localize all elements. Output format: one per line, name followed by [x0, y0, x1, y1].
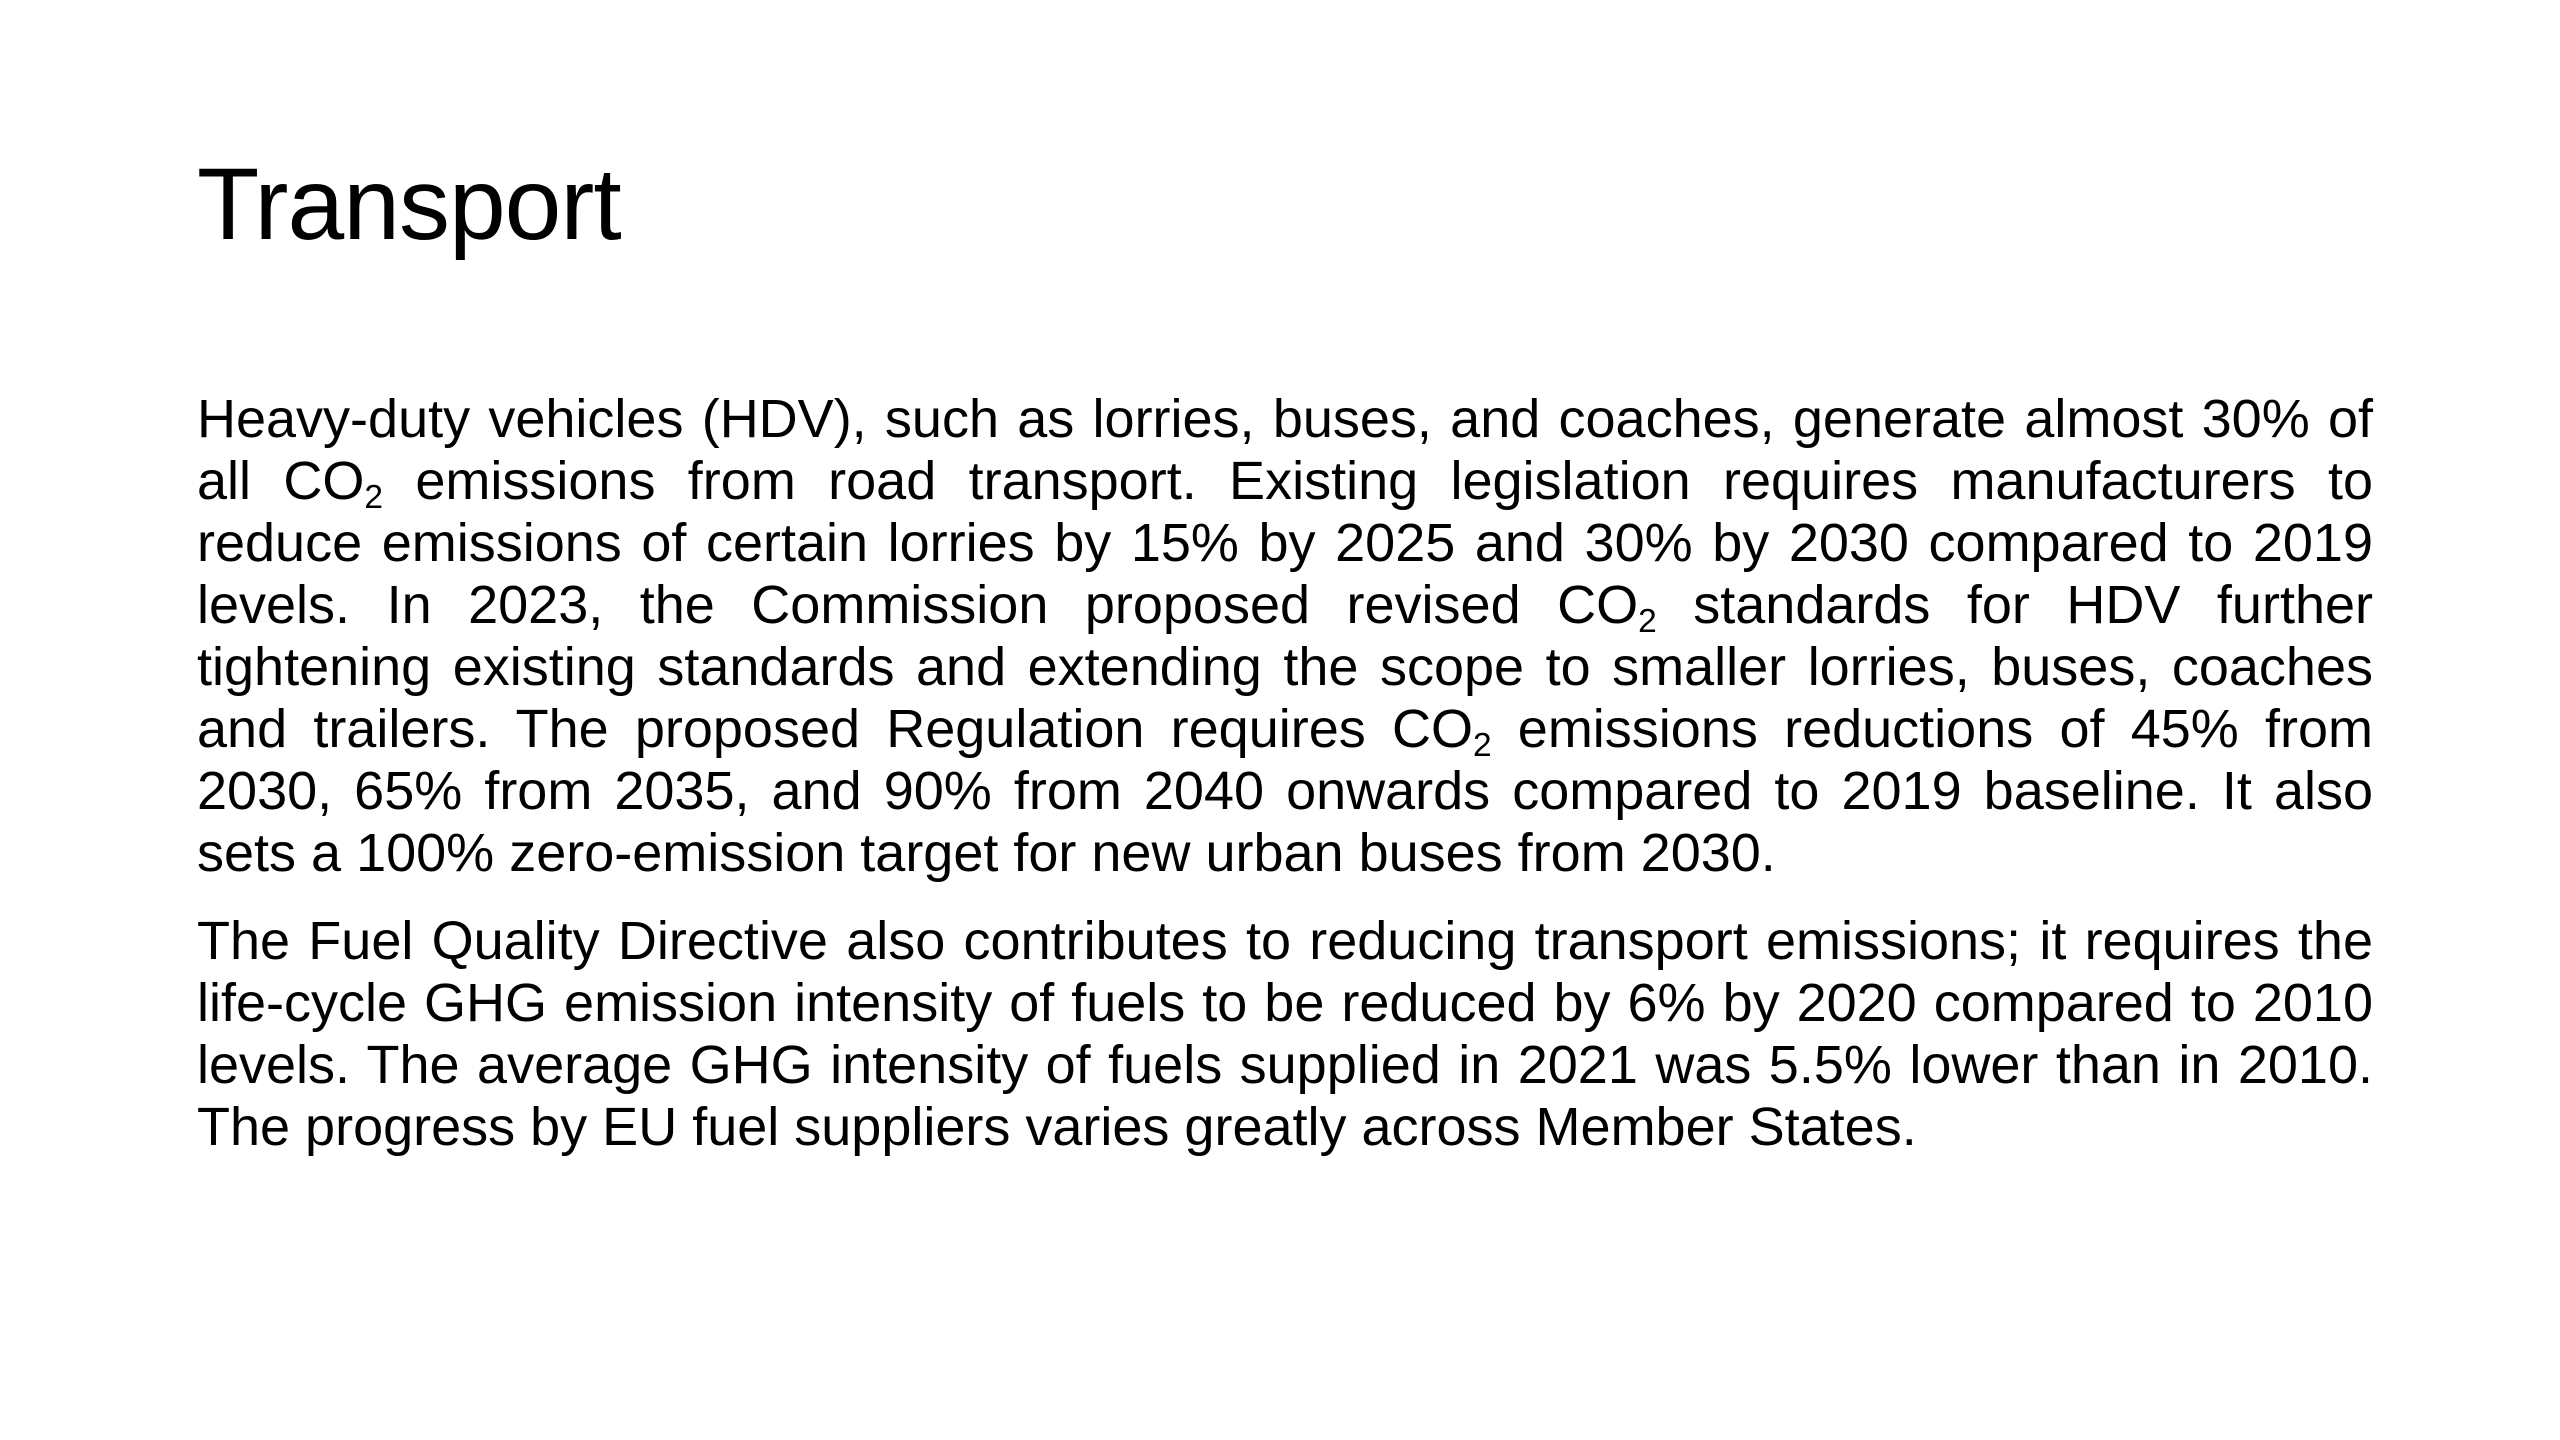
subscript: 2 [1472, 727, 1492, 765]
text-run: emissions reductions of 45% from 2030, 65% from 2035, and 90% from 2040 onwards compared to 2019 baseline. It also sets a 100% zero-emission target for new urban buses from 2030. [197, 699, 2373, 883]
subscript: 2 [364, 479, 384, 517]
paragraph-hdv-emissions [197, 388, 2373, 884]
paragraph-fuel-quality [197, 910, 2373, 1158]
text-run: The Fuel Quality Directive also contributes to reducing transport emissions; it requires the life-cycle GHG emission intensity of fuels to be reduced by 6% by 2020 compared to 2010 levels. The average GHG intensity of fuels supplied in 2021 was 5.5% lower than in 2010. The progress by EU fuel suppliers varies greatly across Member States. [197, 911, 2373, 1157]
text-run: Heavy-duty vehicles (HDV), such as lorries, buses, and coaches, generate almost 30% of all CO [197, 389, 2373, 511]
slide-title: Transport [197, 147, 621, 261]
text-run: emissions from road transport. Existing legislation requires manufacturers to reduce emissions of certain lorries by 15% by 2025 and 30% by 2030 compared to 2019 levels. In 2023, the Commission proposed revised CO [197, 451, 2373, 635]
body-text [197, 388, 2373, 1158]
text-run: standards for HDV further tightening existing standards and extending the scope to smaller lorries, buses, coaches and trailers. The proposed Regulation requires CO [197, 575, 2373, 759]
subscript: 2 [1638, 603, 1657, 641]
